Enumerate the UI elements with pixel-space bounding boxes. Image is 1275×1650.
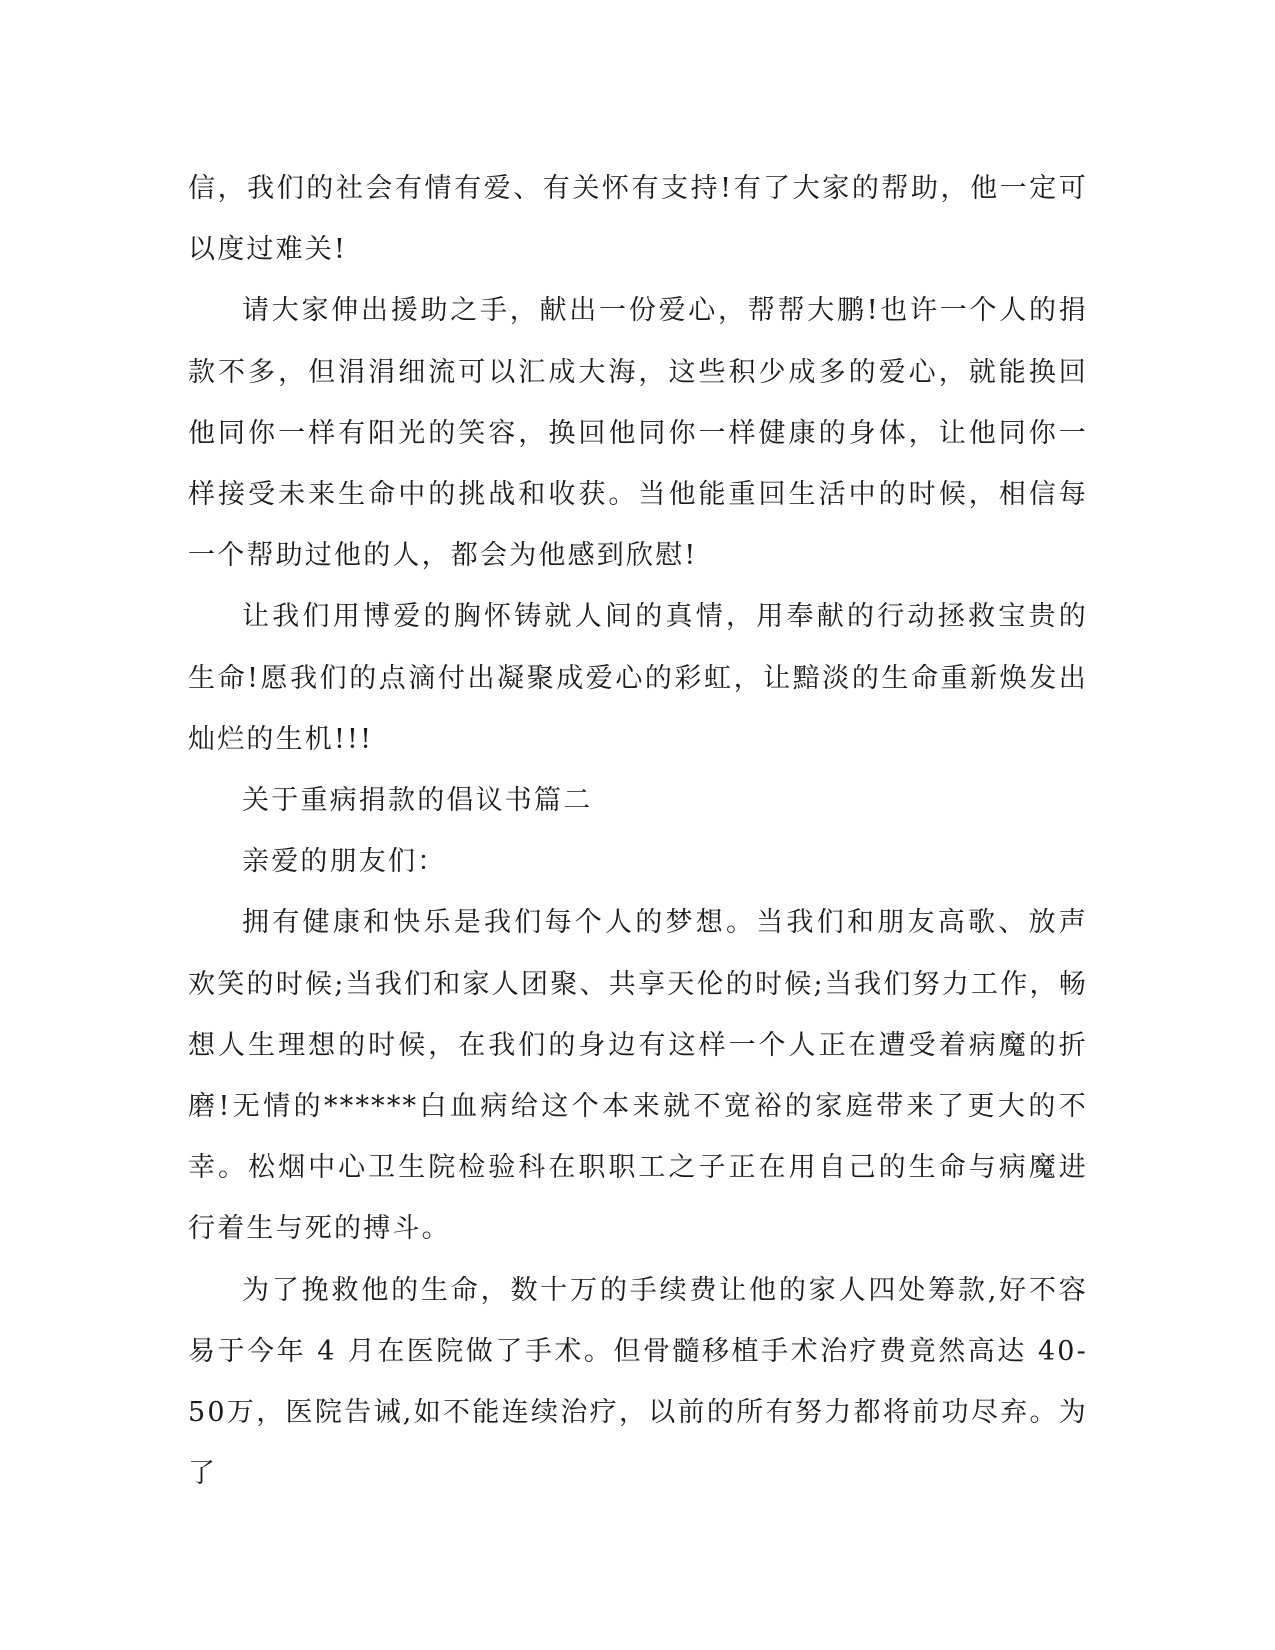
salutation: 亲爱的朋友们： bbox=[242, 846, 447, 878]
paragraph-1: 信，我们的社会有情有爱、有关怀有支持!有了大家的帮助，他一定可以度过难关! bbox=[188, 173, 1088, 266]
paragraph-2: 请大家伸出援助之手，献出一份爱心，帮帮大鹏!也许一个人的捐款不多，但涓涓细流可以汇成大海，这些积少成多的爱心，就能换回他同你一样有阳光的笑容，换回他同你一样健康的身体，让他同你一样接受未来生命中的挑战和收获。当他能重回生活中的时候，相信每一个帮助过他的人，都会为他感到欣慰! bbox=[188, 295, 1088, 572]
paragraph-6: 拥有健康和快乐是我们每个人的梦想。当我们和朋友高歌、放声欢笑的时候;当我们和家人团聚、共享天伦的时候;当我们努力工作，畅想人生理想的时候，在我们的身边有这样一个人正在遭受着病魔的折磨!无情的******白血病给这个本来就不宽裕的家庭带来了更大的不幸。松烟中心卫生院检验科在职职工之子正在用自己的生命与病魔进行着生与死的搏斗。 bbox=[188, 907, 1088, 1245]
document-body bbox=[188, 158, 1088, 1504]
paragraph-7: 为了挽救他的生命，数十万的手续费让他的家人四处筹款,好不容易于今年 4 月在医院做了手术。但骨髓移植手术治疗费竟然高达 40-50万，医院告诫,如不能连续治疗，以前的所有努力都将前功尽弃。为了 bbox=[188, 1274, 1088, 1490]
paragraph-3: 让我们用博爱的胸怀铸就人间的真情，用奉献的行动拯救宝贵的生命!愿我们的点滴付出凝聚成爱心的彩虹，让黯淡的生命重新焕发出灿烂的生机!!! bbox=[188, 601, 1088, 755]
section-title: 关于重病捐款的倡议书篇二 bbox=[242, 785, 593, 817]
